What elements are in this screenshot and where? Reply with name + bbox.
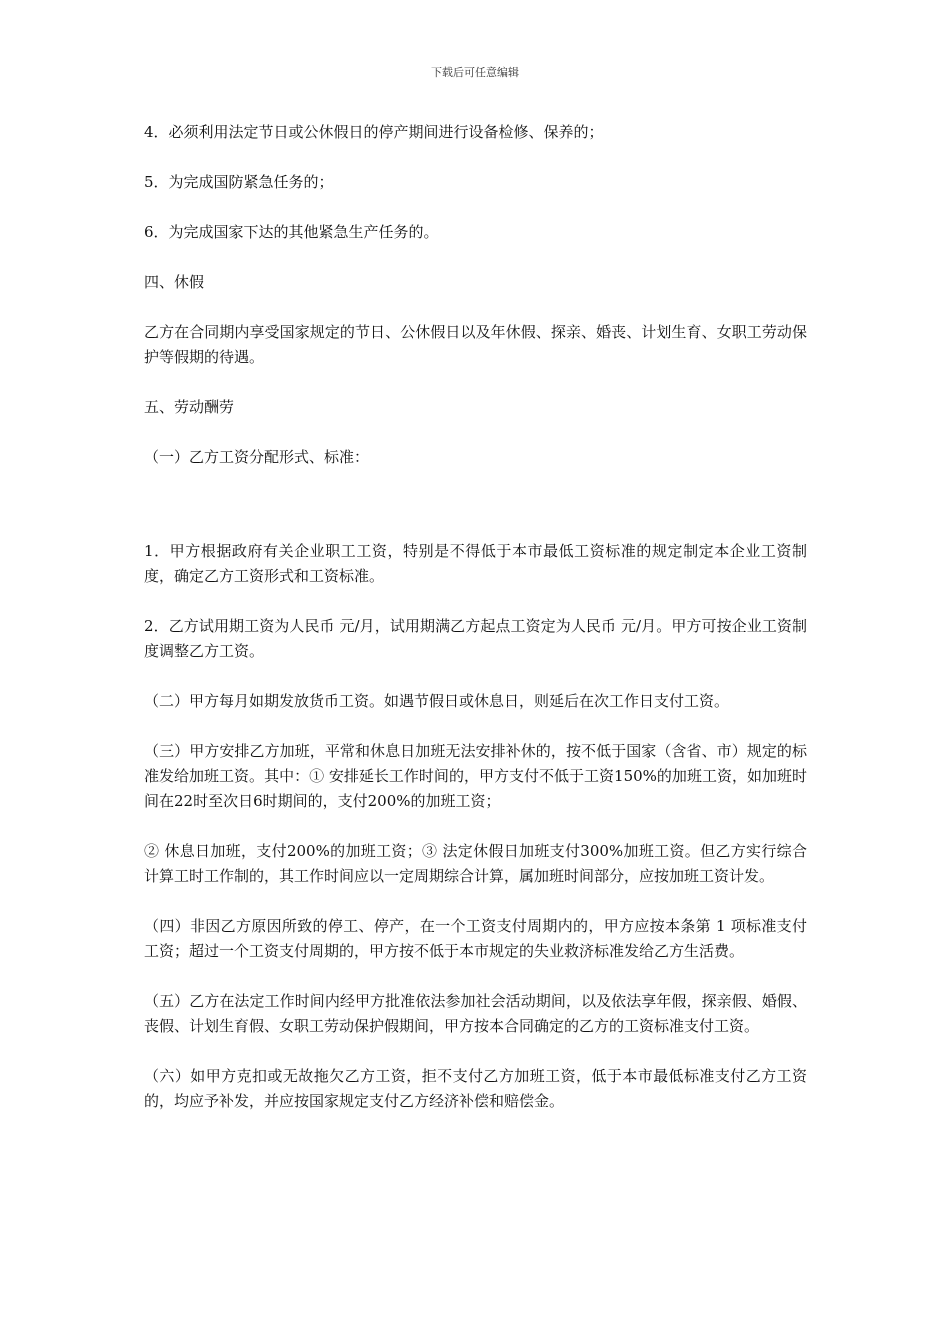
document-body (144, 120, 807, 1139)
leave-paragraph: 乙方在合同期内享受国家规定的节日、公休假日以及年休假、探亲、婚丧、计划生育、女职工劳动保护等假期的待遇。 (144, 323, 807, 366)
subsection-work-stoppage: （四）非因乙方原因所致的停工、停产，在一个工资支付周期内的，甲方应按本条第 1 项标准支付工资；超过一个工资支付周期的，甲方按不低于本市规定的失业救济标准发给乙方生活费。 (144, 917, 807, 960)
clause-item-6: 6．为完成国家下达的其他紧急生产任务的。 (144, 223, 439, 241)
subsection-wage-form: （一）乙方工资分配形式、标准： (144, 448, 370, 466)
section-heading-leave: 四、休假 (144, 273, 205, 291)
subsection-wage-arrears: （六）如甲方克扣或无故拖欠乙方工资，拒不支付乙方加班工资，低于本市最低标准支付乙方工资的，均应予补发，并应按国家规定支付乙方经济补偿和赔偿金。 (144, 1067, 807, 1110)
subsection-overtime: （三）甲方安排乙方加班，平常和休息日加班无法安排补休的，按不低于国家（含省、市）规定的标准发给加班工资。其中：① 安排延长工作时间的，甲方支付不低于工资150%的加班工资，如加班时间在22时至次日6时期间的，支付200%的加班工资； (144, 742, 807, 810)
overtime-rest-holiday: ② 休息日加班，支付200%的加班工资；③ 法定休假日加班支付300%加班工资。但乙方实行综合计算工时工作制的，其工作时间应以一定周期综合计算，属加班时间部分，应按加班工资计发。 (144, 842, 807, 885)
clause-item-5: 5．为完成国防紧急任务的； (144, 173, 334, 191)
subsection-paid-leave: （五）乙方在法定工作时间内经甲方批准依法参加社会活动期间，以及依法享年假，探亲假、婚假、丧假、计划生育假、女职工劳动保护假期间，甲方按本合同确定的乙方的工资标准支付工资。 (144, 992, 807, 1035)
wage-clause-2: 2．乙方试用期工资为人民币 元/月，试用期满乙方起点工资定为人民币 元/月。甲方可按企业工资制度调整乙方工资。 (144, 617, 807, 660)
clause-item-4: 4．必须利用法定节日或公休假日的停产期间进行设备检修、保养的； (144, 123, 604, 141)
wage-clause-1: 1．甲方根据政府有关企业职工工资，特别是不得低于本市最低工资标准的规定制定本企业工资制度，确定乙方工资形式和工资标准。 (144, 542, 807, 585)
page-header: 下载后可任意编辑 (431, 66, 519, 79)
section-heading-remuneration: 五、劳动酬劳 (144, 398, 235, 416)
subsection-payment-date: （二）甲方每月如期发放货币工资。如遇节假日或休息日，则延后在次工作日支付工资。 (144, 692, 730, 710)
